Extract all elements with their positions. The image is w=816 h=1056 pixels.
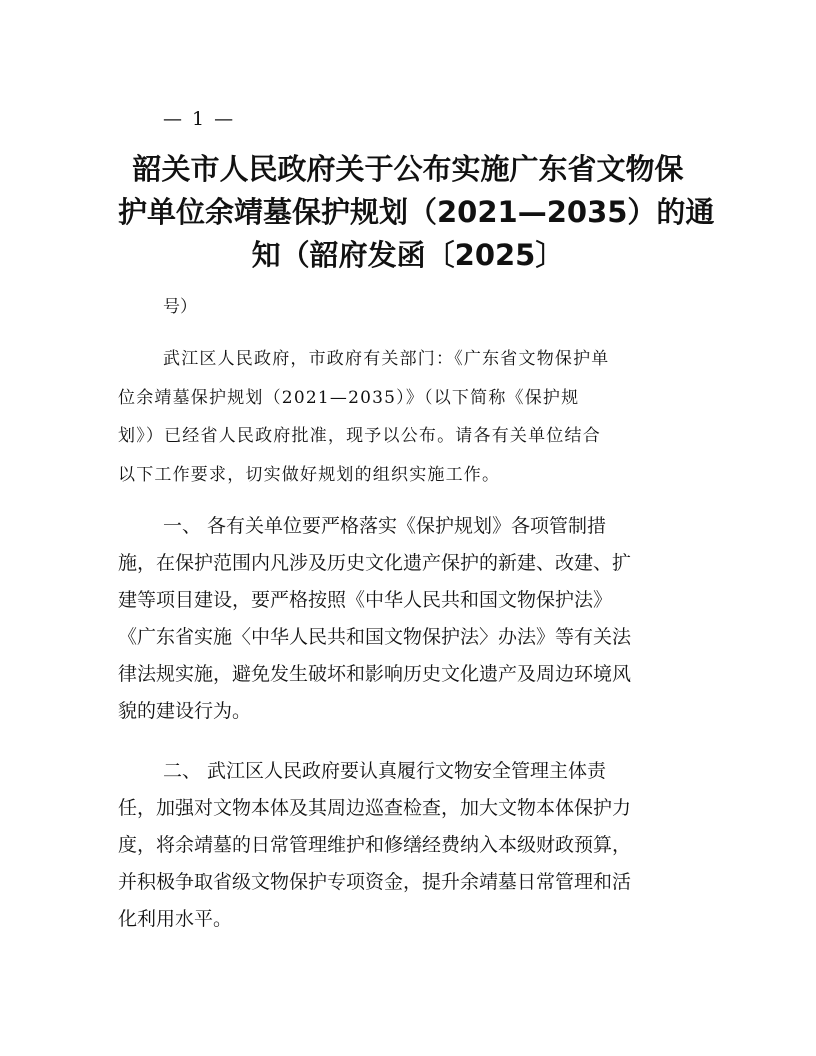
section-1-line: 《广东省实施〈中华人民共和国文物保护法〉办法》等有关法 bbox=[118, 626, 632, 648]
intro-line: 以下工作要求，切实做好规划的组织实施工作。 bbox=[118, 464, 501, 485]
title-line: 韶关市人民政府关于公布实施广东省文物保 bbox=[132, 152, 684, 186]
intro-paragraph bbox=[118, 340, 698, 494]
document-number-suffix: 号） bbox=[163, 297, 197, 317]
intro-line: 武江区人民政府，市政府有关部门：《广东省文物保护单 bbox=[163, 349, 610, 369]
section-2-line: 度，将余靖墓的日常管理维护和修缮经费纳入本级财政预算， bbox=[118, 834, 632, 856]
section-2-line: 任，加强对文物本体及其周边巡查检查，加大文物本体保护力 bbox=[118, 797, 632, 819]
section-2-line: 二、 武江区人民政府要认真履行文物安全管理主体责 bbox=[163, 760, 607, 782]
intro-line: 划》）已经省人民政府批准，现予以公布。请各有关单位结合 bbox=[118, 426, 601, 446]
title-line: 护单位余靖墓保护规划（2021—2035）的通 bbox=[118, 195, 715, 229]
section-1-line: 建等项目建设，要严格按照《中华人民共和国文物保护法》 bbox=[118, 589, 613, 611]
section-2-line: 并积极争取省级文物保护专项资金，提升余靖墓日常管理和活 bbox=[118, 871, 632, 893]
section-2-paragraph bbox=[118, 753, 698, 938]
section-1-line: 律法规实施，避免发生破坏和影响历史文化遗产及周边环境风 bbox=[118, 663, 632, 685]
section-1-line: 一、 各有关单位要严格落实《保护规划》各项管制措 bbox=[163, 515, 607, 537]
document-title bbox=[118, 148, 715, 277]
section-2-line: 化利用水平。 bbox=[118, 908, 233, 930]
page-number: — 1 — bbox=[163, 108, 236, 130]
section-1-line: 貌的建设行为。 bbox=[118, 700, 252, 722]
section-1-paragraph bbox=[118, 508, 698, 730]
title-line: 知（韶府发函〔2025〕 bbox=[251, 238, 565, 272]
intro-line: 位余靖墓保护规划（2021—2035）》（以下简称《保护规 bbox=[118, 387, 580, 408]
section-1-line: 施，在保护范围内凡涉及历史文化遗产保护的新建、改建、扩 bbox=[118, 552, 632, 574]
